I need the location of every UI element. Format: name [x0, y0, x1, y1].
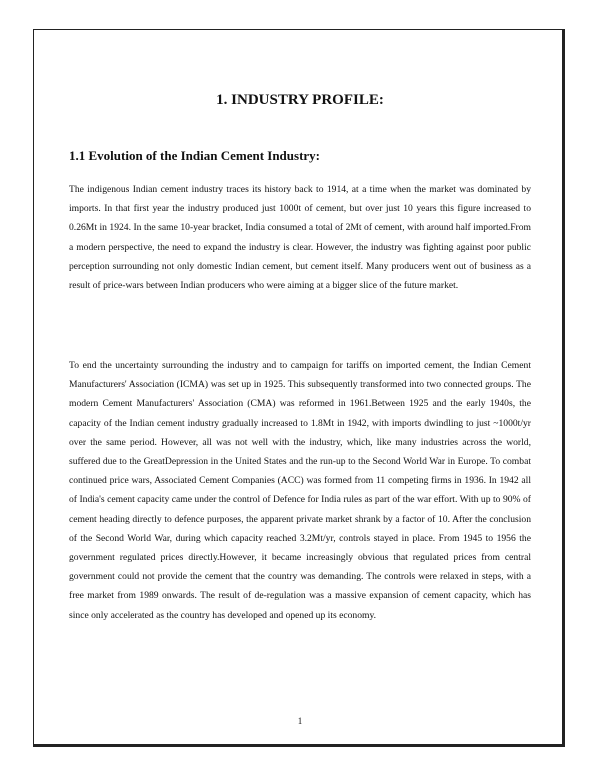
paragraph-industry-regulation: To end the uncertainty surrounding the industry and to campaign for tariffs on imported cement, the Indian Cement Manufacturers' Association (ICMA) was set up in 1925. This subsequently transformed into two connected groups. The modern Cement Manufacturers' Association (CMA) was reformed in 1961.Between 1925 and the early 1940s, the capacity of the Indian cement industry gradually increased to 1.8Mt in 1942, with imports dwindling to just ~1000t/yr over the same period. However, all was not well with the industry, which, like many industries across the world, suffered due to the GreatDepression in the United States and the run-up to the Second World War in Europe. To combat continued price wars, Associated Cement Companies (ACC) was formed from 11 competing firms in 1936. In 1942 all of India's cement capacity came under the control of Defence for India rules as part of the war effort. With up to 90% of cement heading directly to defence purposes, the apparent private market shrank by a factor of 10. After the conclusion of the Second World War, during which capacity reached 3.2Mt/yr, controls stayed in place. From 1945 to 1956 the government regulated prices directly.However, it became increasingly obvious that regulated prices from central government could not provide the cement that the country was demanding. The controls were relaxed in steps, with a free market from 1989 onwards. The result of de-regulation was a massive expansion of cement capacity, which has since only accelerated as the country has developed and opened up its economy.: [69, 360, 531, 621]
paragraph-history-origins: The indigenous Indian cement industry traces its history back to 1914, at a time when the market was dominated by imports. In that first year the industry produced just 1000t of cement, but over just 10 years this figure increased to 0.26Mt in 1924. In the same 10-year bracket, India consumed a total of 2Mt of cement, with around half imported.From a modern perspective, the need to expand the industry is clear. However, the industry was fighting against poor public perception surrounding not only domestic Indian cement, but cement itself. Many producers went out of business as a result of price-wars between Indian producers who were aiming at a bigger slice of the future market.: [69, 184, 531, 292]
page-number: 1: [297, 716, 303, 726]
section-heading: 1.1 Evolution of the Indian Cement Industry:: [69, 148, 321, 163]
page-title: 1. INDUSTRY PROFILE:: [216, 92, 384, 108]
